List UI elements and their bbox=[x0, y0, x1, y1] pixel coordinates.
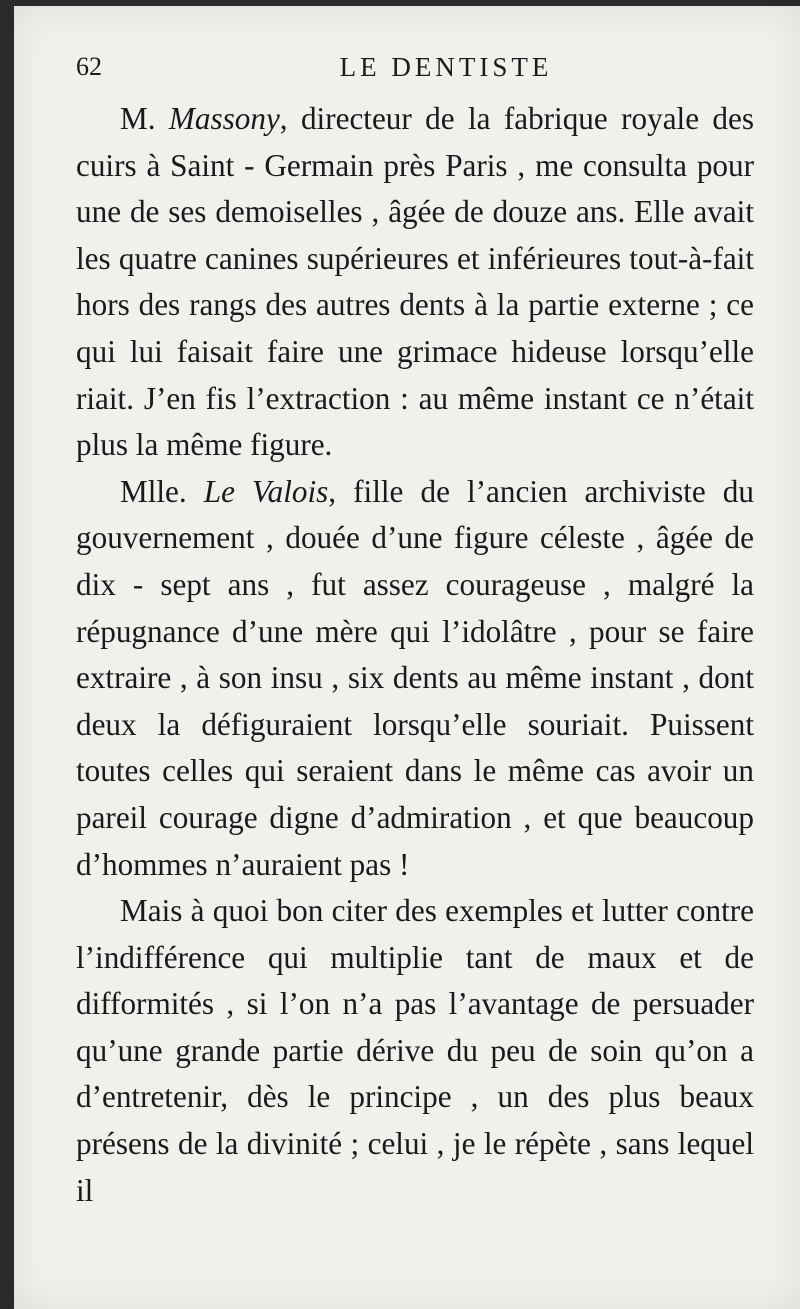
paragraph-text: , fille de l’ancien archiviste du gouvernement , douée d’une figure céleste , âgée de dix - sept ans , fut assez courageuse , malgré la répugnance d’une mère qui l’idolâtre , pour se faire extraire , à son insu , six dents au même instant , dont deux la défiguraient lorsqu’elle souriait. Puissent toutes celles qui seraient dans le même cas avoir un pareil courage digne d’admiration , et que beaucoup d’hommes n’auraient pas ! bbox=[76, 473, 754, 882]
paragraph bbox=[76, 888, 754, 1214]
page-header bbox=[76, 52, 756, 88]
paragraph-text: , directeur de la fabrique royale des cuirs à Saint - Germain près Paris , me consulta pour une de ses demoiselles , âgée de douze ans. Elle avait les quatre canines supérieures et inférieures tout-à-fait hors des rangs des autres dents à la partie externe ; ce qui lui faisait faire une grimace hideuse lorsqu’elle riait. J’en fis l’extraction : au même instant ce n’était plus la même figure. bbox=[76, 101, 754, 463]
running-title: LE DENTISTE bbox=[339, 52, 553, 82]
paragraph-intro: Mlle. bbox=[120, 473, 204, 509]
paragraph bbox=[76, 96, 754, 469]
person-name: Massony bbox=[168, 101, 280, 136]
paragraph bbox=[76, 469, 754, 888]
paragraph-text: Mais à quoi bon citer des exemples et lutter contre l’indifférence qui multiplie tant de maux et de difformités , si l’on n’a pas l’avantage de persuader qu’une grande partie dérive du peu de soin qu’on a d’entretenir, dès le principe , un des plus beaux présens de la divinité ; celui , je le répète , sans lequel il bbox=[76, 893, 754, 1208]
person-name: Le Valois bbox=[203, 473, 329, 509]
body-text bbox=[76, 96, 754, 1214]
paragraph-intro: M. bbox=[120, 101, 169, 136]
page-number: 62 bbox=[76, 52, 102, 81]
book-page bbox=[14, 6, 800, 1309]
